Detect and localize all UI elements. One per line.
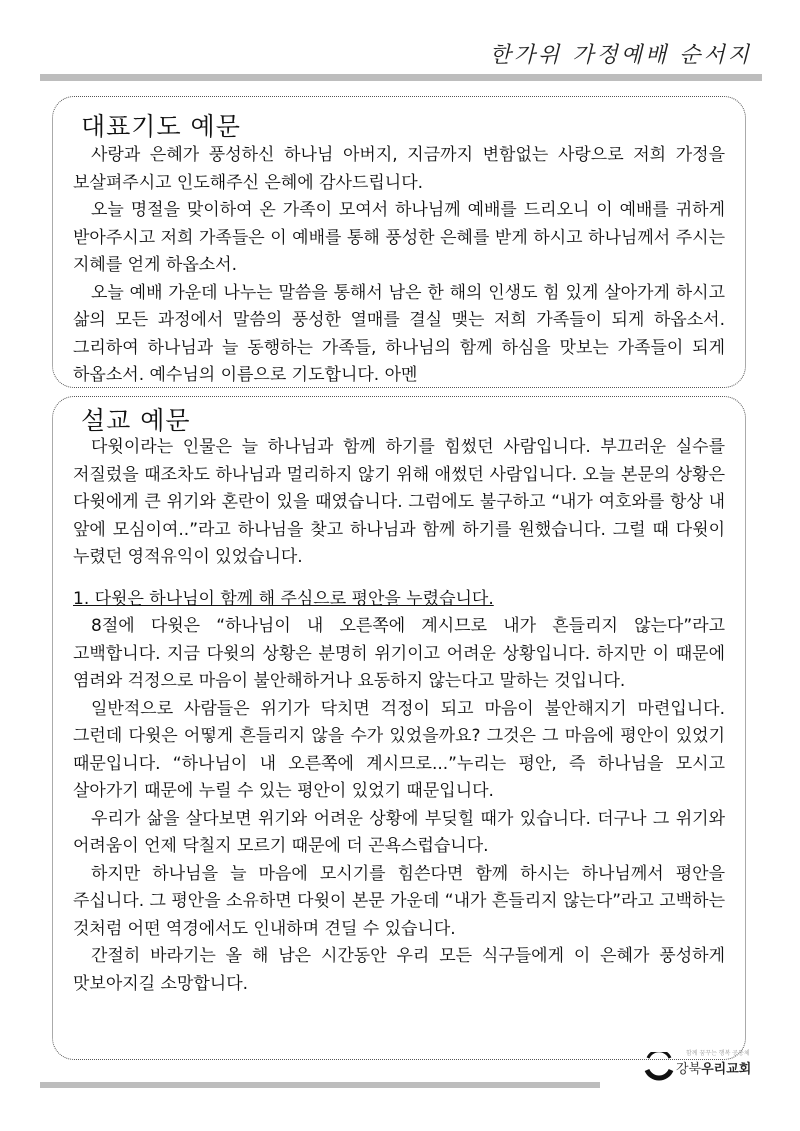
sermon-intro: 다윗이라는 인물은 늘 하나님과 함께 하기를 힘썼던 사람입니다. 부끄러운 실수를 저질렀을 때조차도 하나님과 멀리하지 않기 위해 애썼던 사람입니다. 오늘 본문의 상황은 다윗에게 큰 위기와 혼란이 있을 때였습니다. 그럼에도 불구하고 “내가 여호와를 항상 내 앞에 모심이여..”라고 하나님을 찾고 하나님과 함께 하기를 원했습니다. 그럴 때 다윗이 누렸던 영적유익이 있었습니다. xyxy=(73,437,725,567)
sermon-paragraph: 일반적으로 사람들은 위기가 닥치면 걱정이 되고 마음이 불안해지기 마련입니다. 그런데 다윗은 어떻게 흔들리지 않을 수가 있었을까요? 그것은 그 마음에 평안이 있었기 때문입니다. “하나님이 내 오른쪽에 계시므로...”누리는 평안, 즉 하나님을 모시고 살아가기 때문에 누릴 수 있는 평안이 있었기 때문입니다. xyxy=(73,698,725,801)
sermon-paragraph: 8절에 다윗은 “하나님이 내 오른쪽에 계시므로 내가 흔들리지 않는다”라고 고백합니다. 지금 다윗의 상황은 분명히 위기이고 어려운 상황입니다. 하지만 이 때문에 염려와 걱정으로 마음이 불안해하거나 요동하지 않는다고 말하는 것입니다. xyxy=(73,616,725,691)
church-name-prefix: 강북 xyxy=(676,1062,702,1077)
prayer-paragraph: 오늘 예배 가운데 나누는 말씀을 통해서 남은 한 해의 인생도 힘 있게 살아가게 하시고 삶의 모든 과정에서 말씀의 풍성한 열매를 결실 맺는 저희 가족들이 되게 하옵소서. 그리하여 하나님과 늘 동행하는 가족들, 하나님의 함께 하심을 맛보는 가족들이 되게 하옵소서. 예수님의 이름으로 기도합니다. 아멘 xyxy=(73,282,725,385)
sermon-subheading: 1. 다윗은 하나님이 함께 해 주심으로 평안을 누렸습니다. xyxy=(73,588,494,609)
prayer-body xyxy=(73,142,725,390)
page-title: 한가위 가정예배 순서지 xyxy=(489,43,752,68)
sermon-section xyxy=(52,396,746,1060)
top-divider xyxy=(40,74,762,81)
sermon-body xyxy=(73,434,725,998)
prayer-paragraph: 오늘 명절을 맞이하여 온 가족이 모여서 하나님께 예배를 드리오니 이 예배를 귀하게 받아주시고 저희 가족들은 이 예배를 통해 풍성한 은혜를 받게 하시고 하나님께서 주시는 지혜를 얻게 하옵소서. xyxy=(73,200,725,275)
church-slogan: 함께 꿈꾸는 행복 공동체 xyxy=(686,1050,750,1057)
church-logo-icon xyxy=(644,1052,674,1088)
sermon-paragraph: 우리가 삶을 살다보면 위기와 어려운 상황에 부딪힐 때가 있습니다. 더구나 그 위기와 어려움이 언제 닥칠지 모르기 때문에 더 곤욕스럽습니다. xyxy=(73,808,725,856)
sermon-paragraph: 하지만 하나님을 늘 마음에 모시기를 힘쓴다면 함께 하시는 하나님께서 평안을 주십니다. 그 평안을 소유하면 다윗이 본문 가운데 “내가 흔들리지 않는다”라고 고백하는 것처럼 어떤 역경에서도 인내하며 견딜 수 있습니다. xyxy=(73,863,725,939)
prayer-paragraph: 사랑과 은혜가 풍성하신 하나님 아버지, 지금까지 변함없는 사랑으로 저희 가정을 보살펴주시고 인도해주신 은혜에 감사드립니다. xyxy=(73,145,725,193)
church-logo xyxy=(644,1048,764,1096)
church-name-strong: 우리교회 xyxy=(701,1062,752,1077)
bottom-divider xyxy=(40,1082,600,1088)
sermon-title: 설교 예문 xyxy=(81,406,191,435)
church-name xyxy=(676,1058,751,1077)
prayer-section xyxy=(52,96,746,388)
sermon-paragraph: 간절히 바라기는 올 해 남은 시간동안 우리 모든 식구들에게 이 은혜가 풍성하게 맛보아지길 소망합니다. xyxy=(73,946,725,994)
prayer-title: 대표기도 예문 xyxy=(81,112,241,141)
